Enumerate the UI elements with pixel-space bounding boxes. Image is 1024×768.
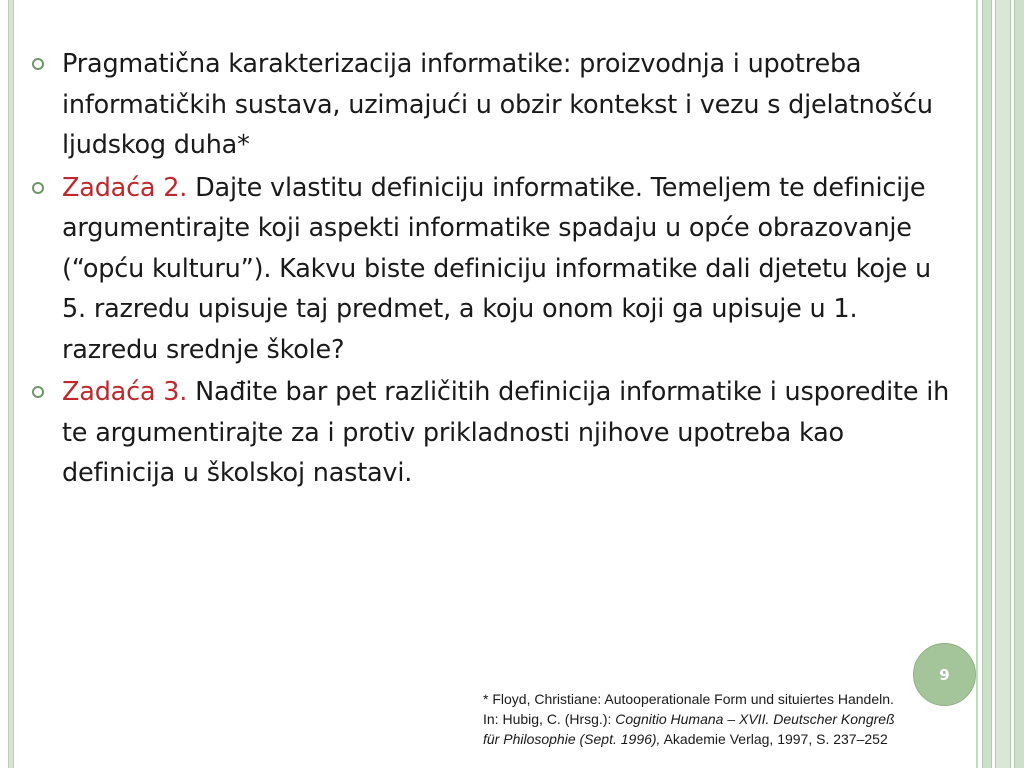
right-stripe-decoration xyxy=(976,0,978,768)
footnote-text: Akademie Verlag, 1997, S. 237–252 xyxy=(660,731,888,747)
right-stripe-decoration xyxy=(995,0,1011,768)
bullet-text: Nađite bar pet različitih definicija informatike i usporedite ih te argumentirajte za i protiv prikladnosti njihove upotreba kao definicija u školskoj nastavi. xyxy=(62,377,950,488)
footnote-line: * Floyd, Christiane: Autooperationale Form und situiertes Handeln. xyxy=(483,691,894,707)
page-number-badge: 9 xyxy=(913,643,976,706)
footnote-line xyxy=(483,709,983,729)
bullet-highlight: Zadaća 3. xyxy=(62,377,188,407)
footnote xyxy=(483,689,983,749)
footnote-text: In: Hubig, C. (Hrsg.): xyxy=(483,711,616,727)
bullet-item xyxy=(30,44,955,166)
footnote-italic-text: Cognitio Humana – XVII. Deutscher Kongreß xyxy=(615,711,895,727)
bullet-text: Pragmatična karakterizacija informatike: proizvodnja i upotreba informatičkih sustava, uzimajući u obzir kontekst i vezu s djelatnošću ljudskog duha* xyxy=(62,49,933,160)
bullet-circle-icon xyxy=(32,386,44,398)
footnote-line xyxy=(483,729,983,749)
bullet-item xyxy=(30,372,955,494)
bullet-text: Dajte vlastitu definiciju informatike. Temeljem te definicije argumentirajte koji aspekti informatike spadaju u opće obrazovanje (“opću kulturu”). Kakvu biste definiciju informatike dali djetetu koje u 5. razredu upisuje taj predmet, a koju onom koji ga upisuje u 1. razredu srednje škole? xyxy=(62,172,931,365)
bullet-circle-icon xyxy=(32,182,44,194)
left-border-decoration xyxy=(8,0,14,768)
bullet-circle-icon xyxy=(32,58,44,70)
right-stripe-decoration xyxy=(1014,0,1024,768)
right-stripe-decoration xyxy=(982,0,992,768)
footnote-italic-text: für Philosophie (Sept. 1996), xyxy=(483,731,661,747)
bullet-list xyxy=(30,44,955,496)
bullet-item xyxy=(30,168,955,371)
bullet-highlight: Zadaća 2. xyxy=(62,172,188,203)
